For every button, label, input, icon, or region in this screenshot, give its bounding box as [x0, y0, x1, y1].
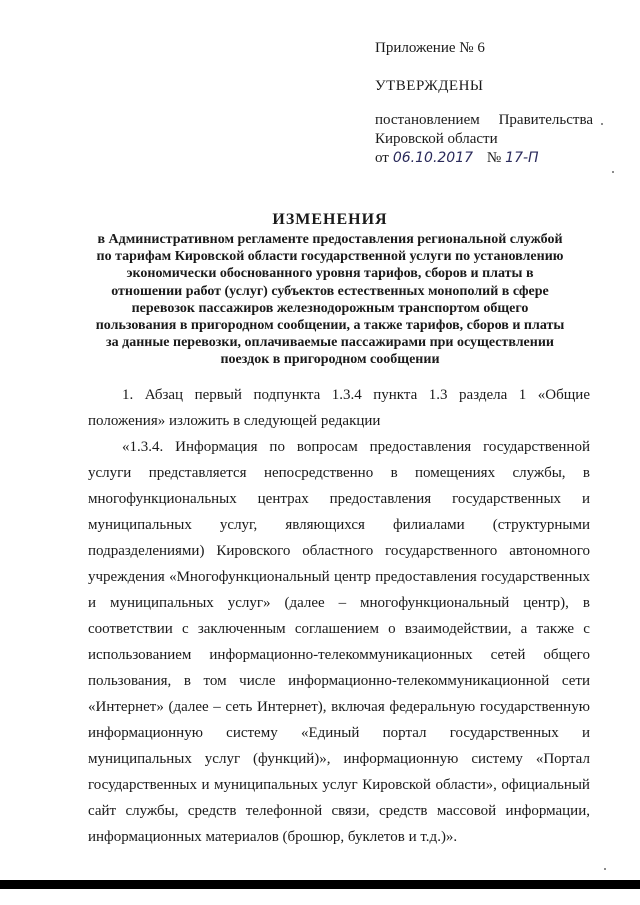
body-word: подразделениями) [88, 543, 205, 559]
body-word: сетей [490, 647, 526, 663]
body-word: использованием [88, 647, 192, 663]
body-word: информационную [343, 751, 459, 767]
body-word: «Многофункциональный [169, 569, 330, 585]
body-word: (далее [168, 699, 209, 715]
region-label: Кировской области [375, 131, 498, 147]
handwritten-date: 06.10.2017 [392, 150, 474, 166]
body-word: автономного [509, 543, 590, 559]
body-word: предоставления [375, 569, 477, 585]
body-word: областного [302, 543, 374, 559]
body-word: многофункциональный [360, 595, 510, 611]
body-word: Кировского [216, 543, 291, 559]
scan-edge-bar [0, 880, 640, 889]
title-subtitle [60, 231, 600, 369]
approved-label: УТВЕРЖДЕНЫ [375, 78, 484, 94]
body-word: информационно-телекоммуникационных [209, 647, 473, 663]
body-word: о [388, 621, 396, 637]
body-word: информационных материалов (брошюр, буклетов и т.д.)». [88, 829, 458, 845]
body-word: федеральную [389, 699, 476, 715]
body-word: вопросам [296, 439, 358, 455]
body-word: государственных [481, 569, 590, 585]
body-word: и [581, 491, 590, 507]
body-word: информационно-телекоммуникационной [288, 673, 550, 689]
body-word: в [582, 595, 590, 611]
body-line [88, 772, 590, 798]
body-word: государственной [483, 439, 590, 455]
body-word: связи, [331, 803, 370, 819]
body-word: области», [435, 777, 497, 793]
body-word: «Единый [300, 725, 360, 741]
body-line [88, 824, 590, 850]
body-word: центрах [257, 491, 309, 507]
date-number-line [375, 150, 539, 167]
body-line [88, 408, 590, 434]
body-word: соглашением [294, 621, 379, 637]
body-word: «Интернет» [88, 699, 164, 715]
body-word: пользования, [88, 673, 172, 689]
body-word: (функций)», [253, 751, 331, 767]
decree-word: Правительства [498, 112, 593, 128]
body-line [88, 694, 590, 720]
body-word: муниципальных [214, 777, 318, 793]
title-line: отношении работ (услуг) субъектов естественных монополий в сфере [111, 283, 549, 299]
body-word: в [582, 465, 590, 481]
body-word: средств [187, 803, 237, 819]
body-word: являющихся [285, 517, 365, 533]
decree-line [375, 112, 593, 129]
body-line [88, 798, 590, 824]
body-word: (далее [284, 595, 325, 611]
body-word: а [520, 621, 528, 637]
title-line: перевозок пассажиров железнодорожным транспортом общего [131, 300, 529, 316]
body-word: включая [331, 699, 385, 715]
body-word: государственных [449, 725, 559, 741]
body-word: помещениях [415, 465, 496, 481]
body-word: «Общие [537, 387, 590, 403]
title-line: поездок в пригородном сообщении [220, 352, 440, 368]
body-word: сеть [225, 699, 253, 715]
body-word: телефонной [245, 803, 323, 819]
body-word: массовой [436, 803, 497, 819]
body-word: – [213, 699, 221, 715]
body-word: с [181, 621, 189, 637]
body-word: государственную [479, 699, 590, 715]
body-word: (структурными [492, 517, 590, 533]
body-word: сайт [88, 803, 117, 819]
body-word: муниципальных [88, 517, 192, 533]
decree-word: постановлением [375, 112, 480, 128]
body-word: муниципальных [88, 751, 192, 767]
title-line: экономически обоснованного уровня тарифов, сборов и платы в [126, 266, 534, 282]
body-word: услуги [88, 465, 132, 481]
body-line [88, 538, 590, 564]
handwritten-number: 17-П [505, 150, 539, 166]
body-word: филиалами [392, 517, 465, 533]
body-word: и [581, 725, 590, 741]
body-word: услуг [204, 751, 241, 767]
body-word: также [536, 621, 575, 637]
body-word: и [201, 777, 210, 793]
body-word: раздела [459, 387, 508, 403]
appendix-label: Приложение № 6 [375, 40, 485, 56]
body-word: службы, [125, 803, 179, 819]
body-word: предоставления [369, 439, 472, 455]
body-word: центр [333, 569, 371, 585]
body-word: систему [471, 751, 523, 767]
body-line [88, 746, 590, 772]
title-line: по тарифам Кировской области государственной услуги по установлению [96, 249, 564, 265]
body-word: взаимодействии, [404, 621, 512, 637]
body-line [88, 642, 590, 668]
document-title [60, 210, 600, 369]
body-word: службы, [512, 465, 566, 481]
scan-speck [604, 868, 606, 870]
body-word: – [338, 595, 347, 611]
body-word: с [583, 621, 590, 637]
body-word: 1 [518, 387, 527, 403]
body-line [88, 382, 590, 408]
title-line: за данные перевозки, оплачиваемые пассажирами при осуществлении [106, 335, 554, 351]
body-word: информации, [505, 803, 590, 819]
body-word: 1. [122, 387, 134, 403]
body-line [88, 590, 590, 616]
body-word: и [88, 595, 97, 611]
body-word: предоставления [329, 491, 432, 507]
body-line [88, 486, 590, 512]
body-word: государственных [452, 491, 562, 507]
body-word: учреждения [88, 569, 165, 585]
body-word: средств [378, 803, 428, 819]
title-heading: ИЗМЕНЕНИЯ [272, 211, 388, 228]
body-word: государственного [385, 543, 498, 559]
body-word: официальный [501, 777, 590, 793]
date-prefix: от [375, 150, 389, 166]
body-word: соответствии [88, 621, 173, 637]
body-word: непосредственно [263, 465, 374, 481]
body-line [88, 564, 590, 590]
body-word: общего [543, 647, 590, 663]
body-word: по [269, 439, 285, 455]
body-line [88, 616, 590, 642]
body-word: «Портал [535, 751, 590, 767]
body-word: услуг [322, 777, 358, 793]
body-line [88, 512, 590, 538]
body-word: услуг» [227, 595, 271, 611]
body-word: 1.3.4 [331, 387, 362, 403]
body-word: Информация [175, 439, 258, 455]
body-word: Абзац [144, 387, 184, 403]
body-line [88, 434, 590, 460]
body-word: пункта [373, 387, 418, 403]
title-line: пользования в пригородном сообщении, а также тарифов, сборов и платы [95, 318, 565, 334]
body-word: услуг, [219, 517, 258, 533]
body-text [88, 382, 590, 850]
body-word: информационную [88, 725, 203, 741]
scan-speck [612, 171, 614, 173]
body-word: представляется [148, 465, 247, 481]
body-word: Кировской [362, 777, 431, 793]
body-word: центр), [523, 595, 569, 611]
body-word: заключенным [197, 621, 286, 637]
body-word: числе [239, 673, 276, 689]
body-line [88, 460, 590, 486]
body-word: сети [561, 673, 590, 689]
scan-speck [601, 123, 603, 125]
body-word: портал [382, 725, 427, 741]
title-line: в Административном регламенте предоставления региональной службой [97, 232, 563, 247]
body-word: «1.3.4. [122, 439, 164, 455]
body-word: положения» изложить в следующей редакции [88, 413, 381, 429]
number-label: № [486, 150, 502, 166]
body-line [88, 720, 590, 746]
body-word: государственных [88, 777, 197, 793]
body-word: 1.3 [428, 387, 448, 403]
body-word: Интернет), [256, 699, 327, 715]
body-word: систему [226, 725, 278, 741]
body-word: в [390, 465, 398, 481]
body-word: в [183, 673, 191, 689]
body-line [88, 668, 590, 694]
body-word: многофункциональных [88, 491, 237, 507]
body-word: подпункта [253, 387, 321, 403]
body-word: муниципальных [109, 595, 214, 611]
body-word: первый [194, 387, 242, 403]
body-word: том [203, 673, 227, 689]
